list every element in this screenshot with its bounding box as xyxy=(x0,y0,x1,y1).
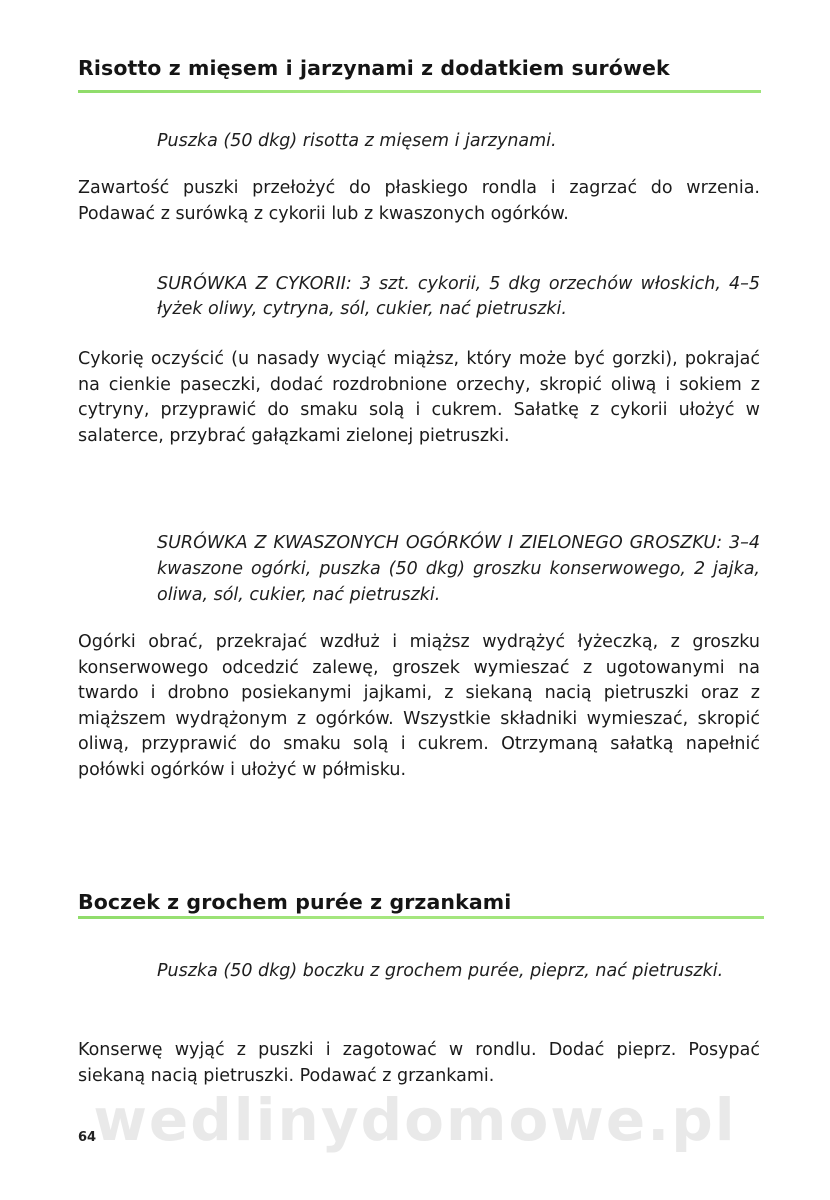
recipe-instructions: Konserwę wyjąć z puszki i zagotować w rondlu. Dodać pieprz. Posypać siekaną nacią pietruszki. Podawać z grzankami. xyxy=(78,1040,760,1086)
salad-ingredients: SURÓWKA Z CYKORII: 3 szt. cykorii, 5 dkg orzechów włoskich, 4–5 łyżek oliwy, cytryna, sól, cukier, nać pietruszki. xyxy=(157,274,760,319)
recipe-title: Risotto z mięsem i jarzynami z dodatkiem surówek xyxy=(78,56,670,80)
title-underline xyxy=(78,916,764,919)
recipe-ingredients: Puszka (50 dkg) boczku z grochem purée, pieprz, nać pietruszki. xyxy=(157,961,724,981)
recipe-title: Boczek z grochem purée z grzankami xyxy=(78,890,512,914)
title-underline xyxy=(78,90,761,93)
recipe-ingredients: Puszka (50 dkg) risotta z mięsem i jarzynami. xyxy=(157,131,557,151)
recipe-instructions: Zawartość puszki przełożyć do płaskiego rondla i zagrzać do wrzenia. Podawać z surówką z cykorii lub z kwaszonych ogórków. xyxy=(78,178,760,224)
salad-ingredients: SURÓWKA Z KWASZONYCH OGÓRKÓW I ZIELONEGO GROSZKU: 3–4 kwaszone ogórki, puszka (50 dkg) groszku konserwowego, 2 jajka, oliwa, sól, cukier, nać pietruszki. xyxy=(157,533,760,605)
watermark: wedlinydomowe.pl xyxy=(93,1086,737,1154)
salad-instructions: Ogórki obrać, przekrajać wzdłuż i miąższ wydrążyć łyżeczką, z groszku konserwowego odcedzić zalewę, groszek wymieszać z ugotowanymi na twardo i drobno posiekanymi jajkami, z siekaną nacią pietruszki oraz z miąższem wydrążonym z ogórków. Wszystkie składniki wymieszać, skropić oliwą, przyprawić do smaku solą i cukrem. Otrzymaną sałatką napełnić połówki ogórków i ułożyć w półmisku. xyxy=(78,632,760,780)
salad-instructions: Cykorię oczyścić (u nasady wyciąć miąższ, który może być gorzki), pokrajać na cienkie paseczki, dodać rozdrobnione orzechy, skropić oliwą i sokiem z cytryny, przyprawić do smaku solą i cukrem. Sałatkę z cykorii ułożyć w salaterce, przybrać gałązkami zielonej pietruszki. xyxy=(78,349,760,446)
page-number: 64 xyxy=(78,1130,97,1145)
